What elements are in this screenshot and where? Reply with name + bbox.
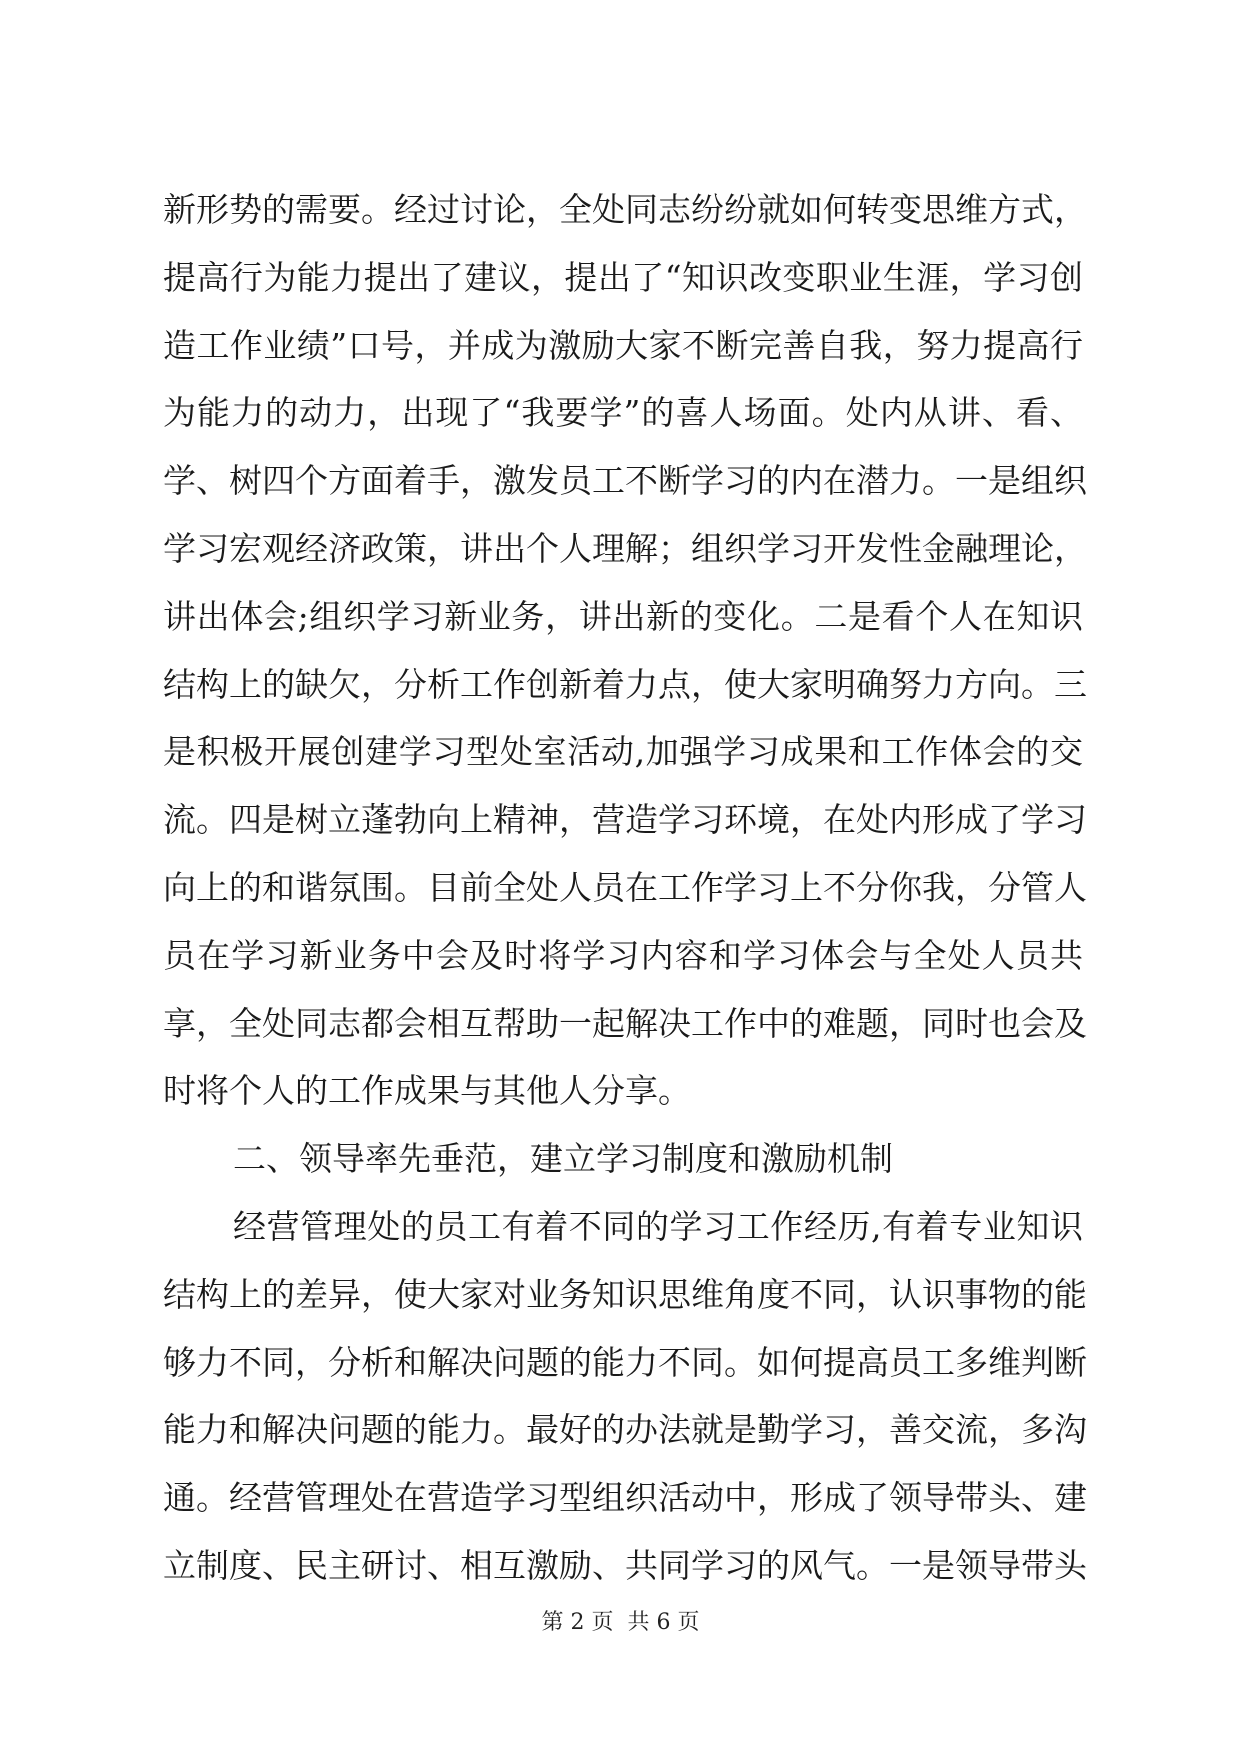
paragraph-line: 学习宏观经济政策，讲出个人理解；组织学习开发性金融理论， xyxy=(163,528,1087,568)
paragraph-line: 立制度、民主研讨、相互激励、共同学习的风气。一是领导带头 xyxy=(163,1545,1087,1585)
paragraph-line: 结构上的缺欠，分析工作创新着力点，使大家明确努力方向。三 xyxy=(163,664,1087,704)
paragraph-line: 流。四是树立蓬勃向上精神，营造学习环境，在处内形成了学习 xyxy=(163,800,1087,840)
paragraph-line: 向上的和谐氛围。目前全处人员在工作学习上不分你我，分管人 xyxy=(163,867,1087,907)
paragraph-line: 讲出体会;组织学习新业务，讲出新的变化。二是看个人在知识 xyxy=(163,596,1083,636)
paragraph-line: 造工作业绩”口号，并成为激励大家不断完善自我，努力提高行 xyxy=(163,325,1083,365)
paragraph-line: 为能力的动力，出现了“我要学”的喜人场面。处内从讲、看、 xyxy=(163,393,1083,433)
paragraph-line-last: 时将个人的工作成果与其他人分享。 xyxy=(163,1071,691,1111)
paragraph-line: 结构上的差异，使大家对业务知识思维角度不同，认识事物的能 xyxy=(163,1274,1087,1314)
page-number-footer: 第 2 页 共 6 页 xyxy=(541,1610,700,1635)
paragraph-line: 学、树四个方面着手，激发员工不断学习的内在潜力。一是组织 xyxy=(163,461,1087,501)
paragraph-line: 享，全处同志都会相互帮助一起解决工作中的难题，同时也会及 xyxy=(163,1003,1087,1043)
paragraph-line: 够力不同，分析和解决问题的能力不同。如何提高员工多维判断 xyxy=(163,1342,1087,1382)
paragraph-first-line: 经营管理处的员工有着不同的学习工作经历,有着专业知识 xyxy=(233,1206,1083,1246)
paragraph-line: 新形势的需要。经过讨论，全处同志纷纷就如何转变思维方式， xyxy=(163,190,1087,229)
paragraph-line: 是积极开展创建学习型处室活动,加强学习成果和工作体会的交 xyxy=(163,732,1083,772)
paragraph-line: 员在学习新业务中会及时将学习内容和学习体会与全处人员共 xyxy=(163,935,1083,975)
paragraph-line: 提高行为能力提出了建议，提出了“知识改变职业生涯，学习创 xyxy=(163,257,1083,297)
paragraph-line: 能力和解决问题的能力。最好的办法就是勤学习，善交流，多沟 xyxy=(163,1410,1087,1450)
paragraph-line: 通。经营管理处在营造学习型组织活动中，形成了领导带头、建 xyxy=(163,1478,1087,1518)
section-heading: 二、领导率先垂范，建立学习制度和激励机制 xyxy=(233,1139,893,1179)
document-body xyxy=(163,176,1087,1600)
